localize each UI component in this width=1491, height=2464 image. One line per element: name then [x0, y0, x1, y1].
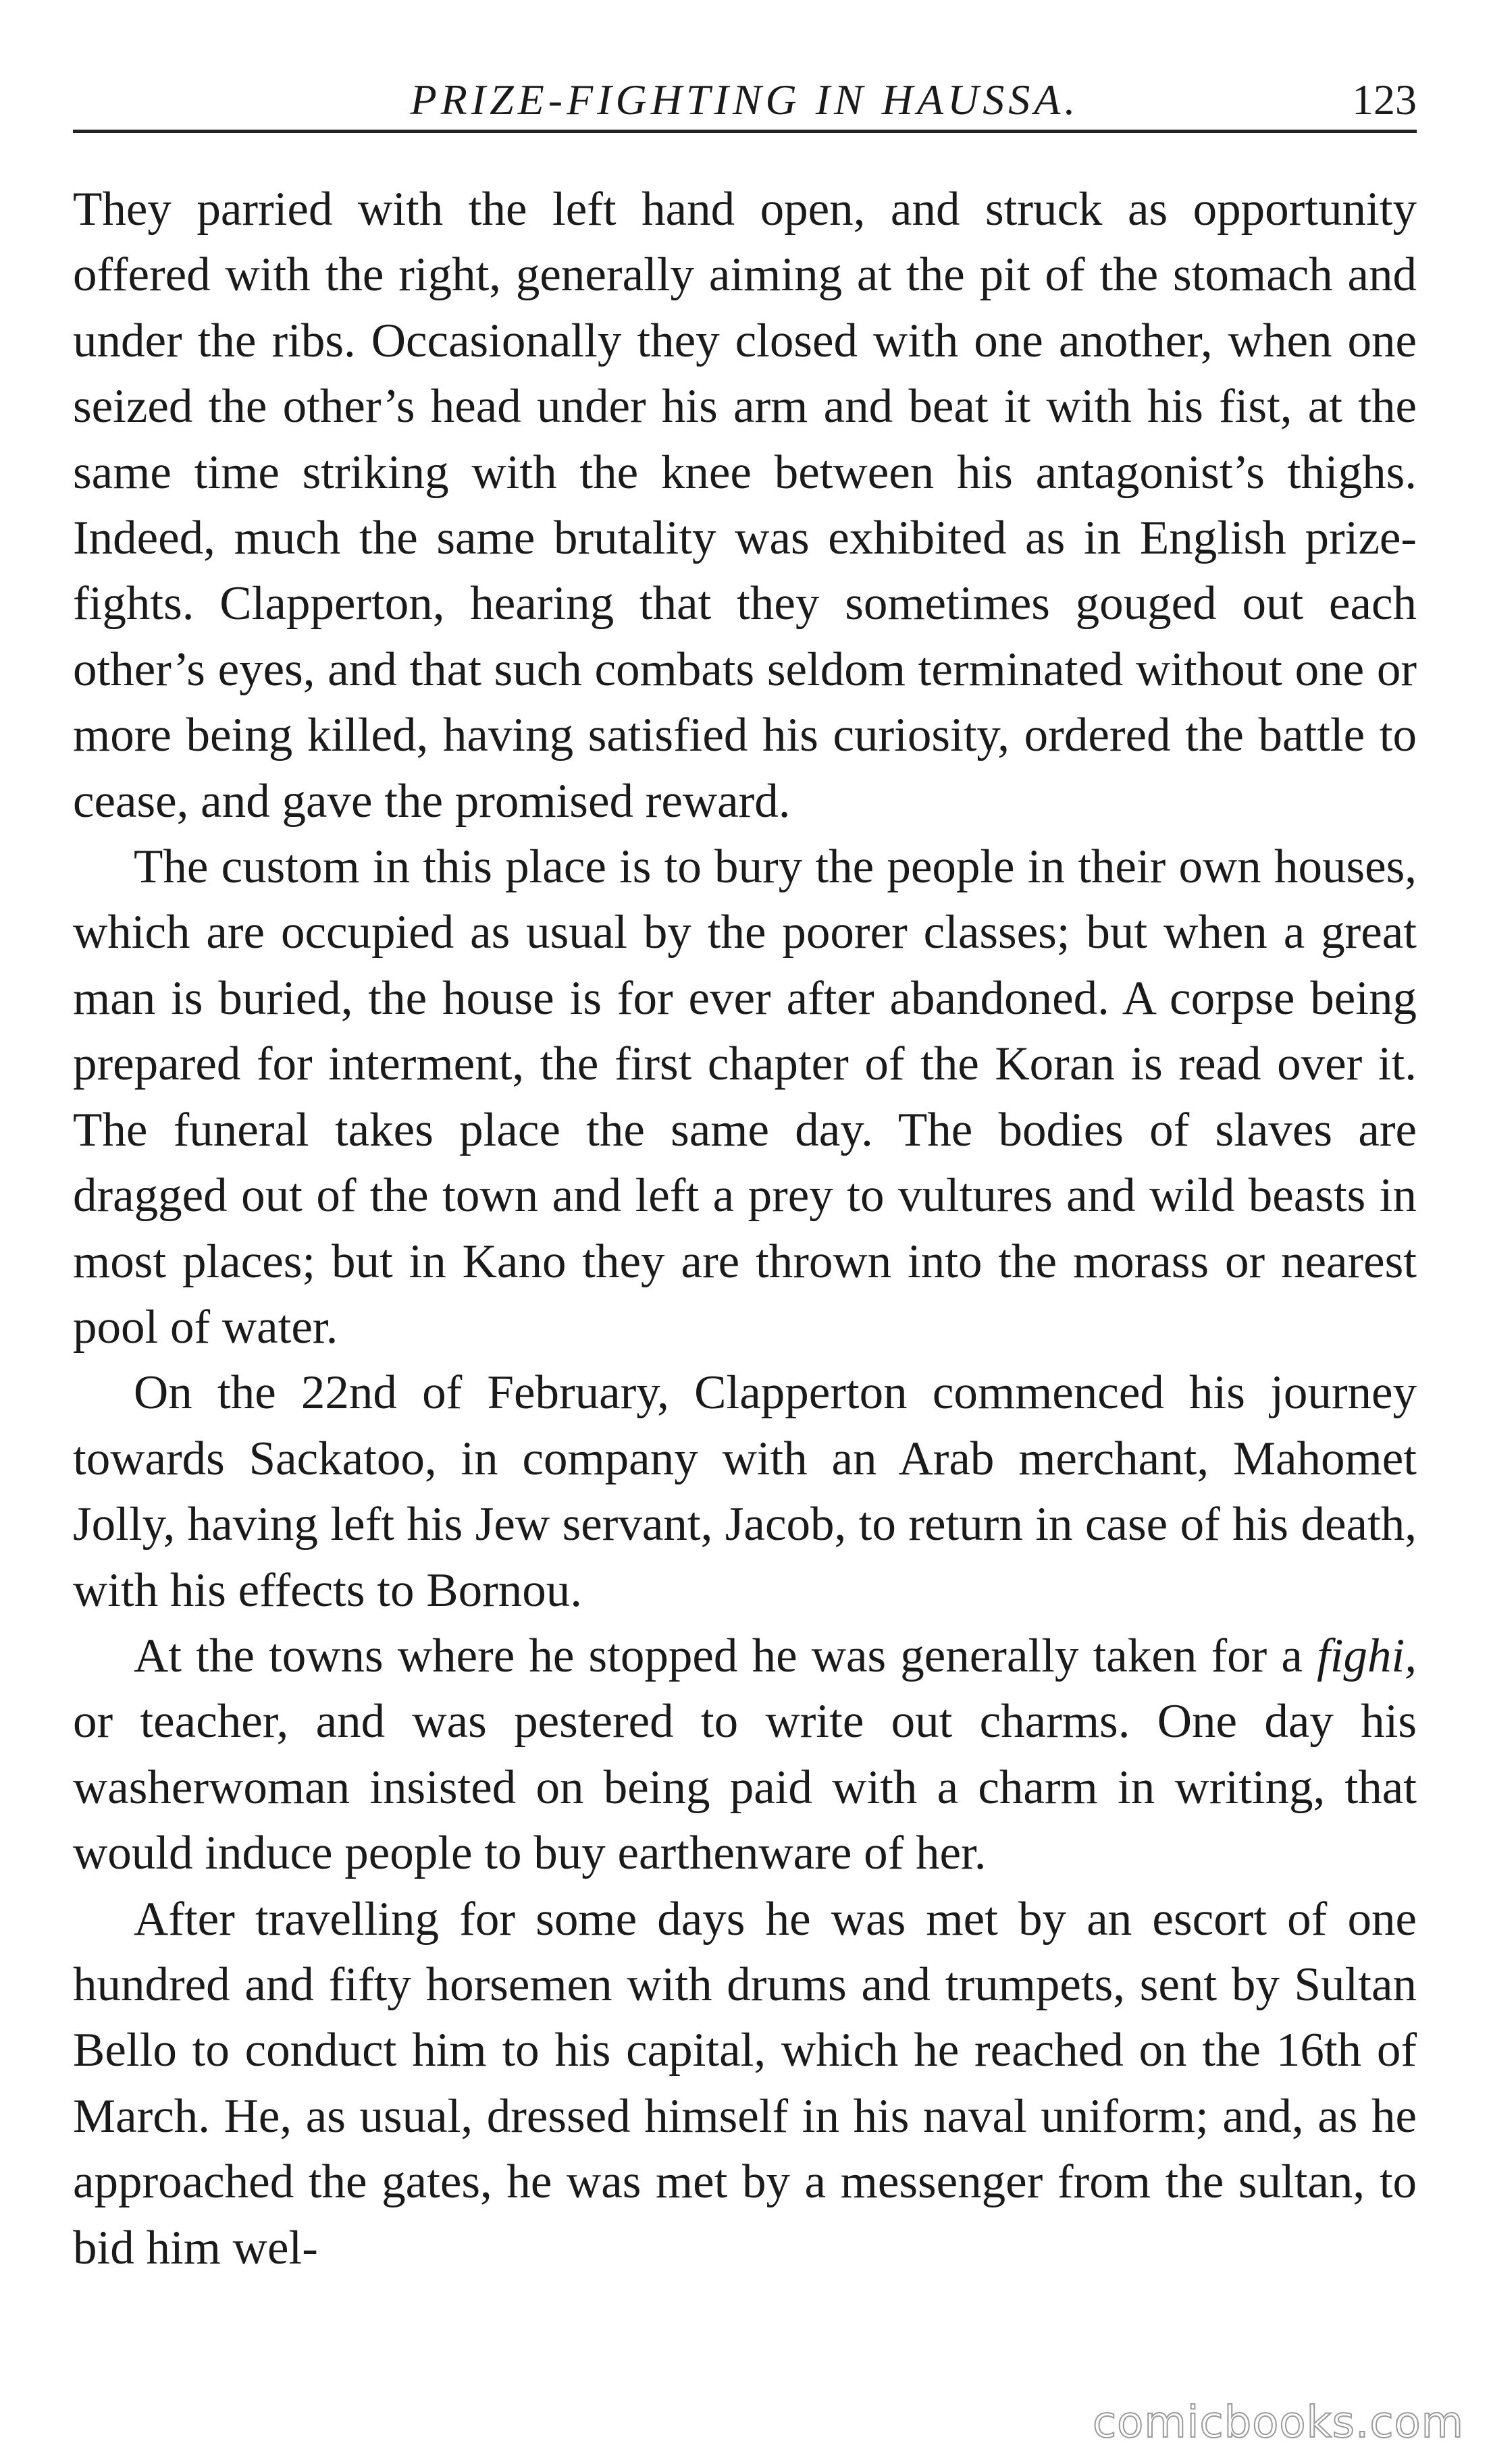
- paragraph-text: At the towns where he stopped he was generally taken for a: [134, 1629, 1317, 1682]
- watermark-logo: comicbooks.com: [1092, 2398, 1464, 2448]
- paragraph-escort-bello: [73, 1887, 1417, 2281]
- paragraph-journey-sackatoo: [73, 1360, 1417, 1624]
- paragraph-text: After travelling for some days he was met by an escort of one hundred and fifty horsemen with drums and trumpets, sent by Sultan Bello to conduct him to his capital, which he reached on the 16th of March. He, as usual, dressed himself in his naval uniform; and, as he approached the gates, he was met by a messenger from the sultan, to bid him wel-: [73, 1892, 1417, 2274]
- header-rule: [73, 130, 1417, 133]
- running-header: [73, 68, 1417, 128]
- body-text: [73, 177, 1417, 2281]
- page-number: 123: [1352, 76, 1417, 124]
- running-title: PRIZE-FIGHTING IN HAUSSA.: [410, 76, 1080, 124]
- paragraph-burial-custom: [73, 834, 1417, 1360]
- paragraph-prize-fight: [73, 177, 1417, 834]
- paragraph-fighi-charms: [73, 1624, 1417, 1887]
- paragraph-text: or teacher, and was pestered to write out charms. One day his washerwoman insisted on being paid with a charm in writing, that would induce people to buy earthenware of her.: [73, 1695, 1417, 1880]
- paragraph-text: The custom in this place is to bury the people in their own houses, which are occupied as usual by the poorer classes; but when a great man is buried, the house is for ever after abandoned. A corpse being prepared for interment, the first chapter of the Koran is read over it. The funeral takes place the same day. The bodies of slaves are dragged out of the town and left a prey to vultures and wild beasts in most places; but in Kano they are thrown into the morass or nearest pool of water.: [73, 840, 1417, 1354]
- italic-term: fighi,: [1317, 1629, 1417, 1682]
- paragraph-text: They parried with the left hand open, and struck as opportunity offered with the right, generally aiming at the pit of the stomach and under the ribs. Occasionally they closed with one another, when one seized the other’s head under his arm and beat it with his fist, at the same time striking with the knee between his antagonist’s thighs. Indeed, much the same brutality was exhibited as in English prize-fights. Clapperton, hearing that they sometimes gouged out each other’s eyes, and that such combats seldom terminated without one or more being killed, having satisfied his curiosity, ordered the battle to cease, and gave the promised reward.: [73, 183, 1417, 828]
- paragraph-text: On the 22nd of February, Clapperton commenced his journey towards Sackatoo, in company with an Arab merchant, Mahomet Jolly, having left his Jew servant, Jacob, to return in case of his death, with his effects to Bornou.: [73, 1366, 1417, 1617]
